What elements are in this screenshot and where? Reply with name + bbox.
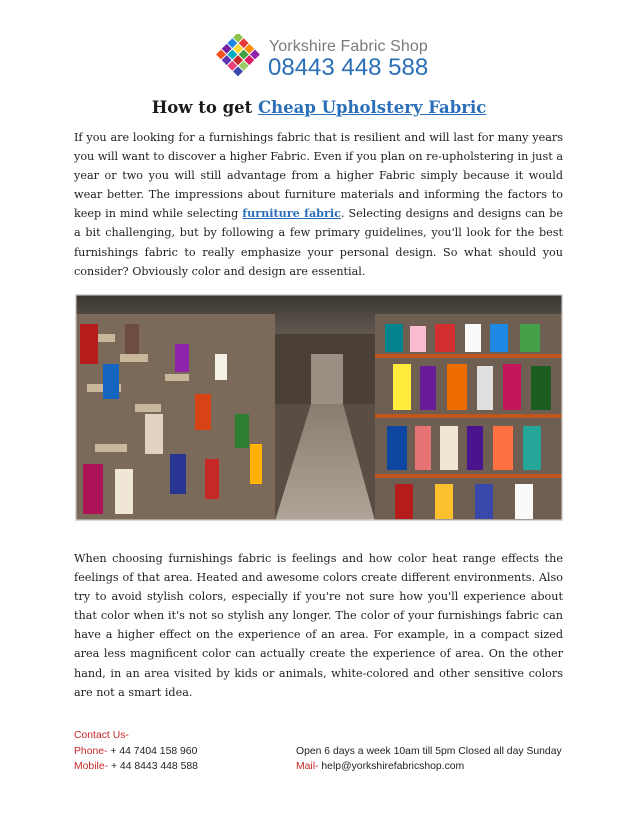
tiled-fabric-swatch-logo-icon: [214, 34, 262, 82]
brand-phone-number[interactable]: 08443 448 588: [268, 54, 429, 81]
phone-value[interactable]: + 44 7404 158 960: [107, 745, 198, 757]
color-advice-paragraph: When choosing furnishings fabric is feelings and how color heat range effects the feelings of that area. Heated and awesome colors create different environments. Also try to avoid stylish colors, especially if you're not sure how you'll experience about that color when it's not so stylish any longer. The color of your furnishings fabric can have a higher effect on the experience of an area. For example, in a compact sized area less magnificent color can actually create the experience of area. On the other hand, in an area visited by kids or animals, white-colored and other sensitive colors are not a smart idea.: [74, 552, 563, 699]
site-header: [214, 34, 444, 86]
page-title: [0, 98, 638, 117]
intro-text-end: . Selecting designs and designs can be a bit challenging, but by following a few primary guidelines, you'll look for the best furnishings fabric to really emphasize your personal design. So what should you consider? Obviously color and design are essential.: [74, 207, 563, 278]
intro-paragraph: [74, 128, 563, 281]
phone-label: Phone-: [74, 745, 108, 757]
contact-heading: Contact Us-: [74, 730, 129, 741]
mobile-value[interactable]: + 44 8443 448 588: [108, 761, 198, 772]
contact-heading-row: [74, 728, 574, 744]
opening-hours: Open 6 days a week 10am till 5pm Closed all day Sunday: [296, 745, 562, 757]
mail-value[interactable]: help@yorkshirefabricshop.com: [318, 761, 465, 772]
furniture-fabric-link[interactable]: furniture fabric: [242, 206, 341, 221]
mail-contact: [296, 759, 464, 775]
mobile-label: Mobile-: [74, 761, 109, 772]
mail-label: Mail-: [296, 761, 319, 772]
brand-name: Yorkshire Fabric Shop: [269, 38, 428, 55]
mobile-row: [74, 759, 574, 775]
contact-footer: [74, 728, 574, 775]
intro-text-start: If you are looking for a furnishings fabric that is resilient and will last for many years you will want to discover a higher Fabric. Even if you plan on re-upholstering in just a year or two you will still advantage from a higher Fabric simply because it would wear better. The impressions about furniture materials and informing the factors to keep in mind while selecting: [74, 131, 563, 221]
title-link-cheap-upholstery-fabric[interactable]: Cheap Upholstery Fabric: [258, 98, 487, 117]
fabric-store-photo: [75, 294, 563, 521]
phone-row: [74, 744, 574, 760]
title-prefix: How to get: [151, 98, 259, 117]
